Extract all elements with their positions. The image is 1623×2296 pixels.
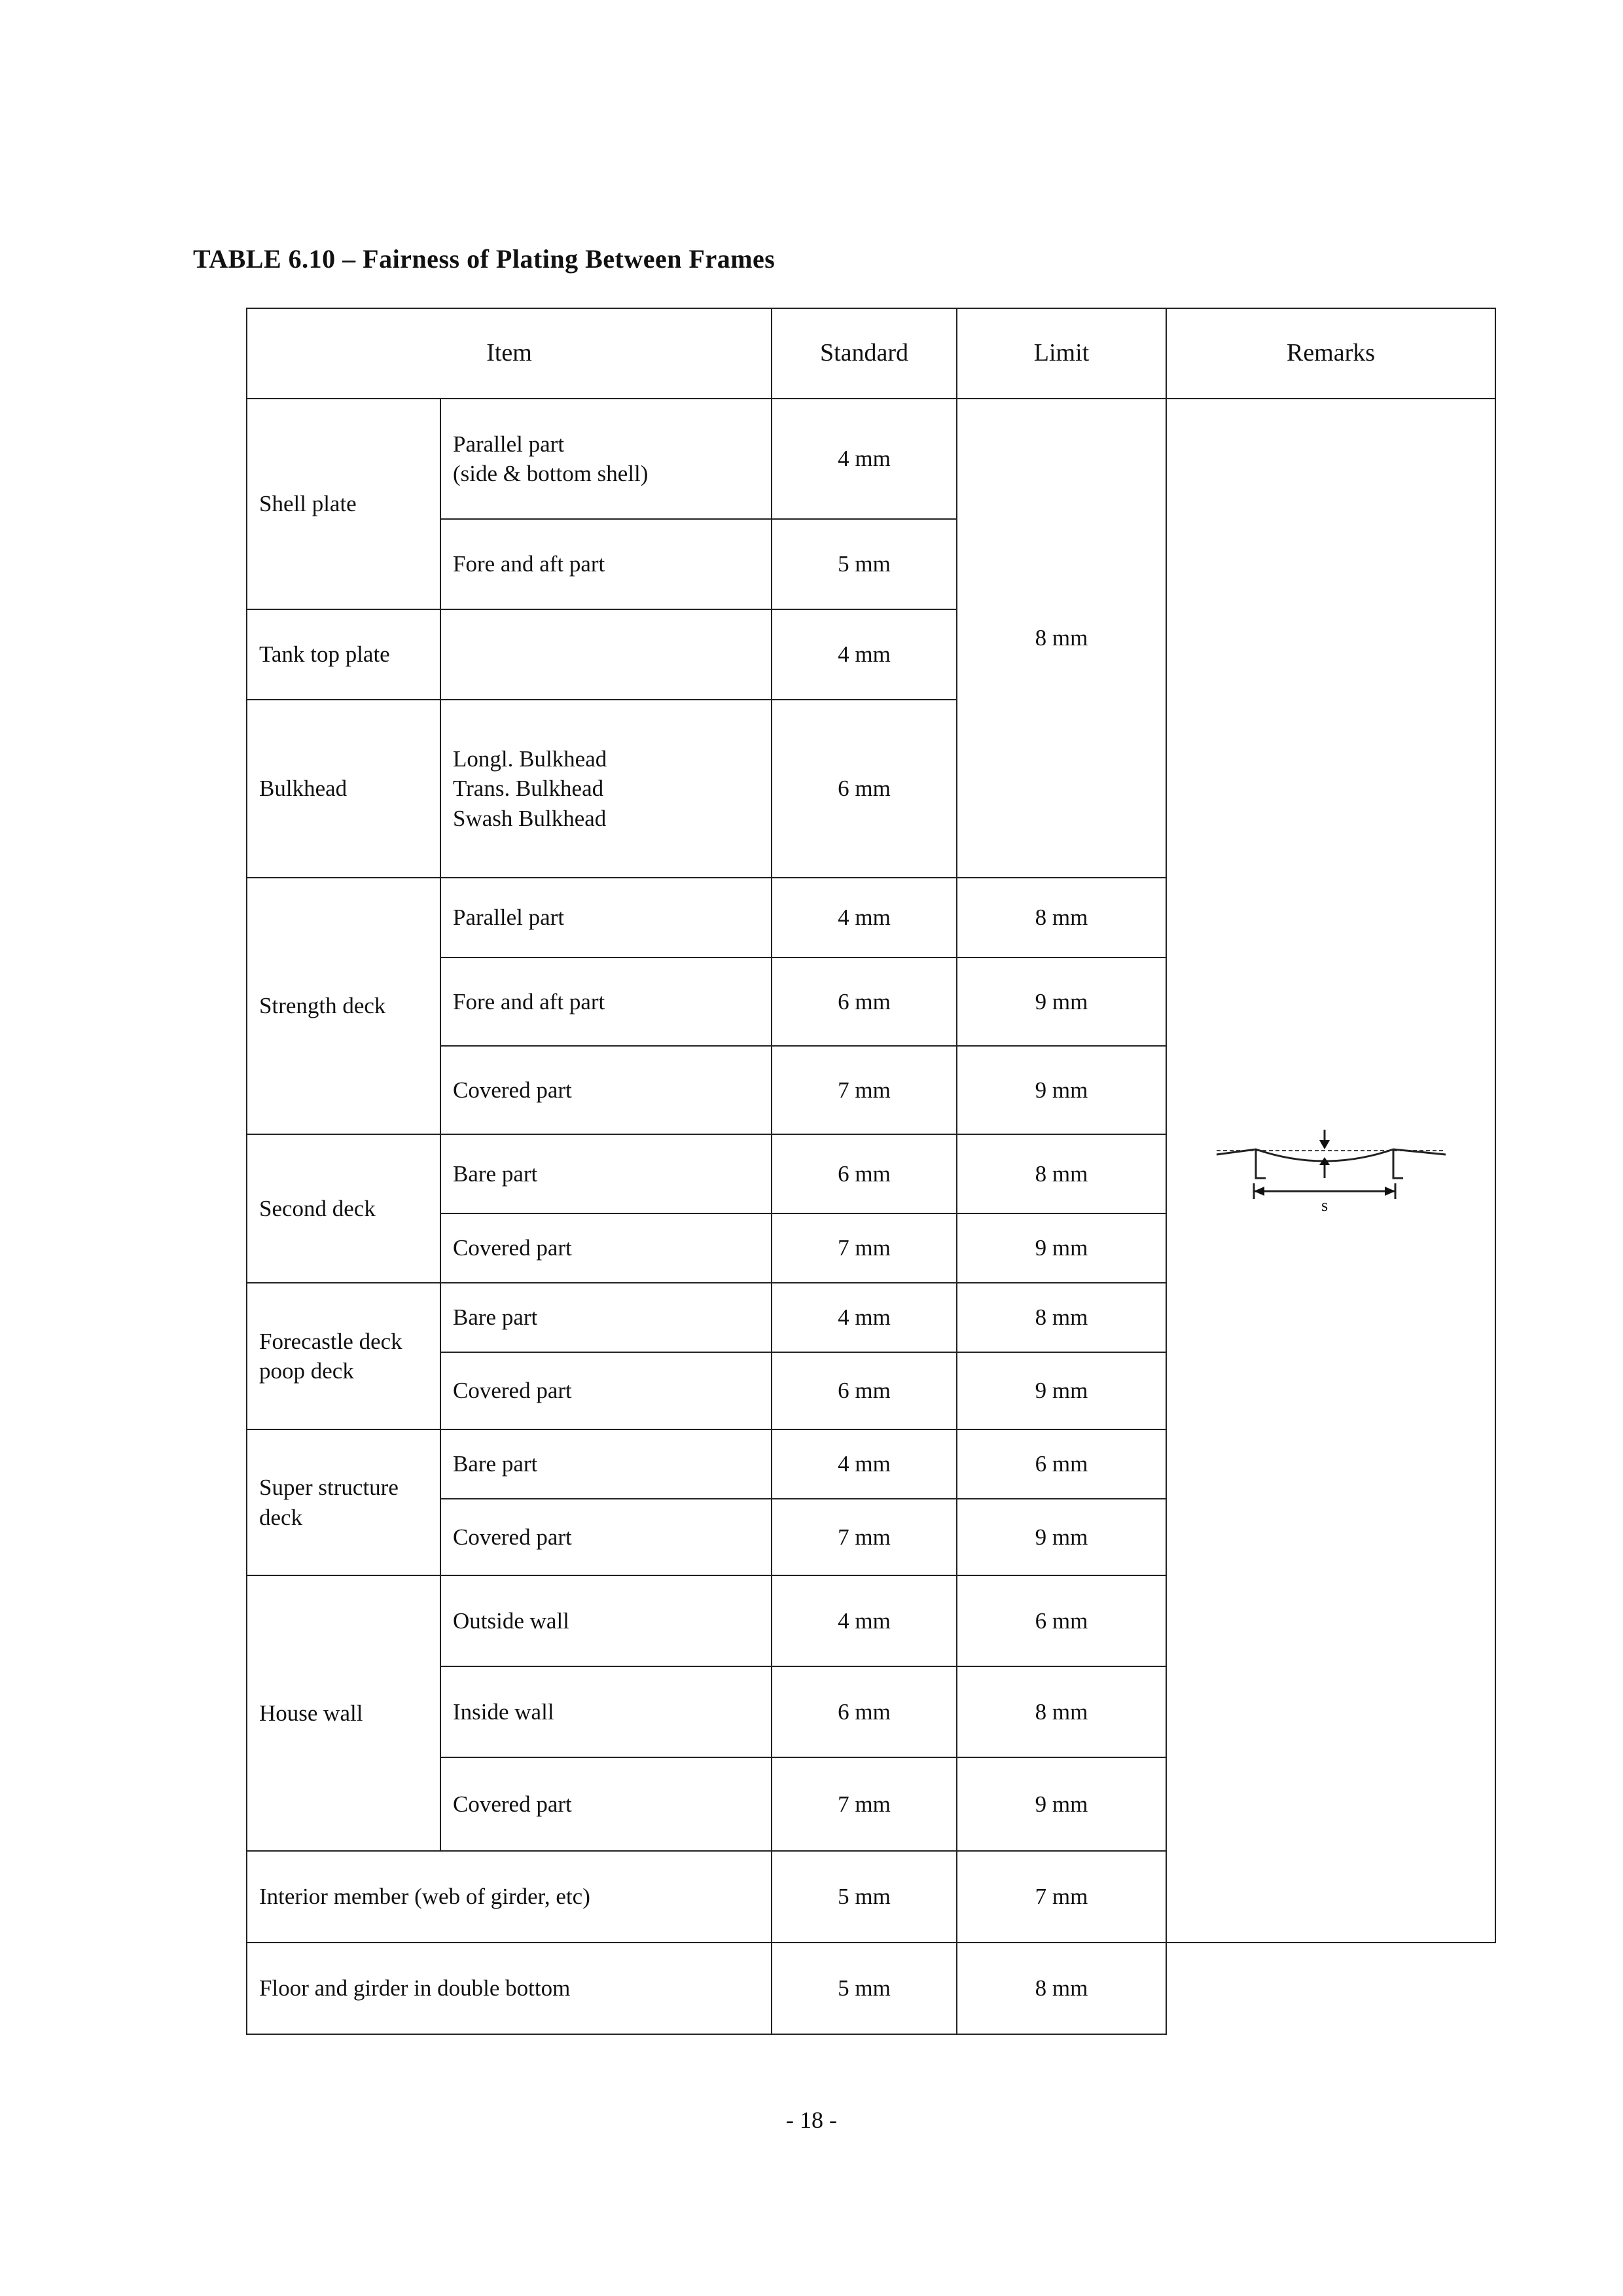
strength-covered-part: Covered part: [440, 1046, 772, 1134]
remarks-cell: [1166, 399, 1495, 1943]
second-covered-standard: 7 mm: [772, 1213, 957, 1283]
shell-parallel-line2: (side & bottom shell): [453, 461, 649, 486]
second-covered-part: Covered part: [440, 1213, 772, 1283]
forecastle-bare-part: Bare part: [440, 1283, 772, 1352]
row-label-floor-girder: Floor and girder in double bottom: [247, 1943, 772, 2034]
strength-covered-limit: 9 mm: [957, 1046, 1166, 1134]
shared-limit: 8 mm: [957, 399, 1166, 878]
strength-parallel-standard: 4 mm: [772, 878, 957, 958]
forecastle-covered-part: Covered part: [440, 1352, 772, 1429]
house-covered-standard: 7 mm: [772, 1757, 957, 1851]
floor-girder-standard: 5 mm: [772, 1943, 957, 2034]
super-covered-part: Covered part: [440, 1499, 772, 1575]
table-title: TABLE 6.10 – Fairness of Plating Between Frames: [193, 244, 776, 274]
second-bare-limit: 8 mm: [957, 1134, 1166, 1213]
table-row: [247, 1943, 1495, 2034]
super-bare-part: Bare part: [440, 1429, 772, 1499]
forecastle-line1: Forecastle deck: [259, 1328, 402, 1354]
super-covered-standard: 7 mm: [772, 1499, 957, 1575]
tank-top-detail: [440, 609, 772, 700]
shell-parallel-part: [440, 399, 772, 519]
strength-covered-standard: 7 mm: [772, 1046, 957, 1134]
second-bare-standard: 6 mm: [772, 1134, 957, 1213]
second-covered-limit: 9 mm: [957, 1213, 1166, 1283]
house-inside-wall: Inside wall: [440, 1666, 772, 1757]
header-row: [247, 308, 1495, 399]
row-label-tank-top: Tank top plate: [247, 609, 440, 700]
header-item: Item: [247, 308, 772, 399]
house-outside-limit: 6 mm: [957, 1575, 1166, 1666]
super-bare-limit: 6 mm: [957, 1429, 1166, 1499]
shell-fore-aft-part: Fore and aft part: [440, 519, 772, 609]
forecastle-bare-standard: 4 mm: [772, 1283, 957, 1352]
interior-limit: 7 mm: [957, 1851, 1166, 1943]
row-label-strength-deck: Strength deck: [247, 878, 440, 1134]
table-row: [247, 399, 1495, 519]
super-structure-line2: deck: [259, 1504, 303, 1530]
forecastle-covered-limit: 9 mm: [957, 1352, 1166, 1429]
bulkhead-types: [440, 700, 772, 878]
house-inside-limit: 8 mm: [957, 1666, 1166, 1757]
plate-deflection-diagram-icon: [1213, 1128, 1449, 1213]
bulkhead-swash: Swash Bulkhead: [453, 805, 607, 831]
forecastle-line2: poop deck: [259, 1358, 354, 1384]
header-standard: Standard: [772, 308, 957, 399]
shell-parallel-line1: Parallel part: [453, 431, 565, 457]
house-inside-standard: 6 mm: [772, 1666, 957, 1757]
second-bare-part: Bare part: [440, 1134, 772, 1213]
super-structure-line1: Super structure: [259, 1475, 399, 1500]
strength-parallel-limit: 8 mm: [957, 878, 1166, 958]
strength-fore-aft-standard: 6 mm: [772, 958, 957, 1046]
house-outside-wall: Outside wall: [440, 1575, 772, 1666]
row-label-forecastle-deck: [247, 1283, 440, 1429]
interior-standard: 5 mm: [772, 1851, 957, 1943]
row-label-super-structure: [247, 1429, 440, 1575]
shell-fore-aft-standard: 5 mm: [772, 519, 957, 609]
super-covered-limit: 9 mm: [957, 1499, 1166, 1575]
tank-top-standard: 4 mm: [772, 609, 957, 700]
house-outside-standard: 4 mm: [772, 1575, 957, 1666]
row-label-house-wall: House wall: [247, 1575, 440, 1851]
row-label-shell-plate: Shell plate: [247, 399, 440, 609]
page-number: - 18 -: [786, 2107, 837, 2133]
floor-girder-limit: 8 mm: [957, 1943, 1166, 2034]
row-label-bulkhead: Bulkhead: [247, 700, 440, 878]
row-label-second-deck: Second deck: [247, 1134, 440, 1283]
bulkhead-standard: 6 mm: [772, 700, 957, 878]
span-label: s: [1321, 1195, 1328, 1213]
house-covered-limit: 9 mm: [957, 1757, 1166, 1851]
forecastle-covered-standard: 6 mm: [772, 1352, 957, 1429]
strength-fore-aft-limit: 9 mm: [957, 958, 1166, 1046]
fairness-table: [246, 308, 1496, 2035]
header-limit: Limit: [957, 308, 1166, 399]
shell-parallel-standard: 4 mm: [772, 399, 957, 519]
super-bare-standard: 4 mm: [772, 1429, 957, 1499]
row-label-interior-member: Interior member (web of girder, etc): [247, 1851, 772, 1943]
strength-parallel-part: Parallel part: [440, 878, 772, 958]
strength-fore-aft-part: Fore and aft part: [440, 958, 772, 1046]
forecastle-bare-limit: 8 mm: [957, 1283, 1166, 1352]
bulkhead-longl: Longl. Bulkhead: [453, 745, 607, 772]
house-covered-part: Covered part: [440, 1757, 772, 1851]
header-remarks: Remarks: [1166, 308, 1495, 399]
bulkhead-trans: Trans. Bulkhead: [453, 776, 604, 802]
